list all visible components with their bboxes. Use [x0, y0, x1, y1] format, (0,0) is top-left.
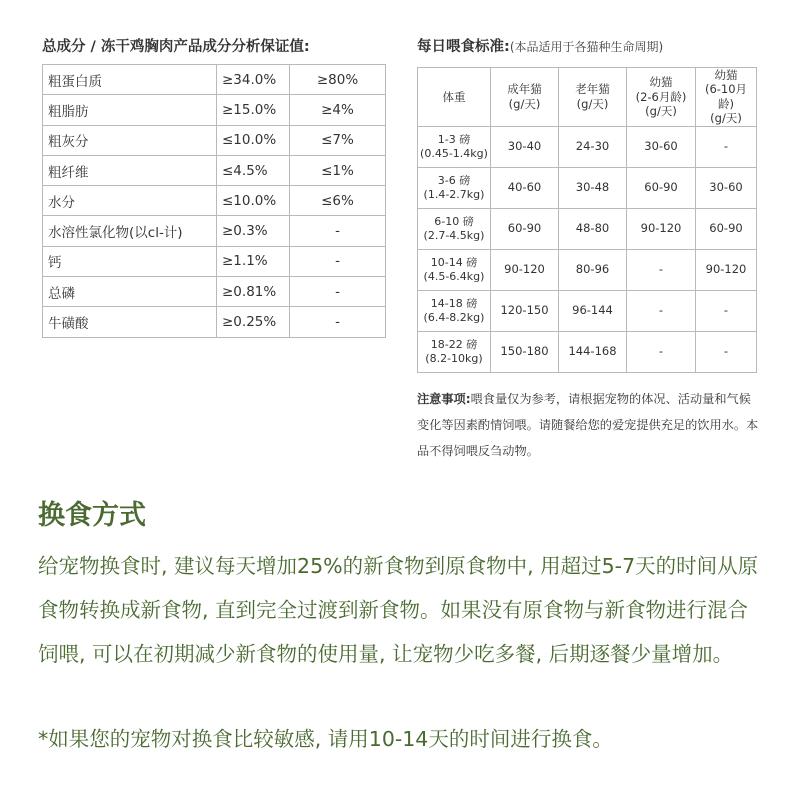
feeding-table: [417, 67, 757, 373]
feeding-weight-cell: [418, 249, 491, 290]
analysis-value: ≥15.0%: [217, 95, 290, 125]
feeding-amount-kitten-2-6: 90-120: [627, 208, 696, 249]
analysis-value: ≥0.81%: [217, 277, 290, 307]
analysis-nutrient: 水溶性氯化物(以cl-计): [43, 216, 217, 246]
analysis-row: [43, 125, 386, 155]
analysis-value: ≤10.0%: [217, 186, 290, 216]
feeding-subtitle: (本品适用于各猫种生命周期): [509, 40, 664, 54]
feeding-amount-adult: 30-40: [491, 126, 559, 167]
feeding-row: [418, 167, 757, 208]
analysis-value: ≤10.0%: [217, 125, 290, 155]
analysis-nutrient: 粗蛋白质: [43, 65, 217, 95]
analysis-nutrient: 粗纤维: [43, 155, 217, 185]
notes-text: 喂食量仅为参考，请根据宠物的体况、活动量和气候变化等因素酌情饲喂。请随餐给您的爱宠提供充足的饮用水。本品不得饲喂反刍动物。: [417, 392, 759, 458]
feeding-header-cell: [696, 68, 757, 127]
feeding-weight-kg: (8.2-10kg): [425, 351, 483, 365]
feeding-header-cell: [559, 68, 627, 127]
analysis-nutrient: 粗灰分: [43, 125, 217, 155]
analysis-table: [42, 64, 386, 338]
analysis-value: ≥34.0%: [217, 65, 290, 95]
feeding-amount-adult: 120-150: [491, 290, 559, 331]
analysis-value: ≥0.3%: [217, 216, 290, 246]
notes-label: 注意事项:: [417, 392, 471, 406]
feeding-weight-kg: (4.5-6.4kg): [423, 269, 485, 283]
analysis-nutrient: 钙: [43, 246, 217, 276]
feeding-header-line: 成年猫: [507, 82, 542, 97]
feeding-header-line: (g/天): [576, 96, 609, 111]
analysis-title: 总成分 / 冻干鸡胸肉产品成分分析保证值:: [42, 39, 310, 55]
analysis-row: [43, 95, 386, 125]
feeding-header-line: 老年猫: [575, 82, 610, 97]
analysis-extra: ≥4%: [290, 95, 386, 125]
feeding-weight-kg: (1.4-2.7kg): [423, 187, 485, 201]
analysis-value: ≥1.1%: [217, 246, 290, 276]
feeding-weight-cell: [418, 331, 491, 372]
feeding-header-line: (2-6月龄): [635, 89, 687, 104]
feeding-title: [417, 35, 663, 56]
feeding-header-line: (g/天): [508, 96, 541, 111]
feeding-row: [418, 290, 757, 331]
analysis-extra: -: [290, 216, 386, 246]
feeding-weight-lb: 18-22 磅: [430, 337, 478, 351]
transition-heading: 换食方式: [38, 500, 146, 531]
feeding-title-text: 每日喂食标准:: [417, 39, 510, 55]
feeding-amount-kitten-6-10: -: [696, 126, 757, 167]
analysis-row: [43, 277, 386, 307]
analysis-extra: ≤7%: [290, 125, 386, 155]
feeding-header-cell: [491, 68, 559, 127]
feeding-amount-kitten-6-10: -: [696, 290, 757, 331]
feeding-row: [418, 331, 757, 372]
feeding-amount-senior: 24-30: [559, 126, 627, 167]
analysis-extra: ≤1%: [290, 155, 386, 185]
feeding-amount-adult: 40-60: [491, 167, 559, 208]
analysis-row: [43, 155, 386, 185]
feeding-amount-adult: 150-180: [491, 331, 559, 372]
analysis-row: [43, 65, 386, 95]
feeding-row: [418, 208, 757, 249]
feeding-row: [418, 249, 757, 290]
feeding-amount-senior: 80-96: [559, 249, 627, 290]
feeding-weight-kg: (0.45-1.4kg): [420, 146, 488, 160]
feeding-weight-lb: 14-18 磅: [430, 296, 478, 310]
feeding-amount-kitten-6-10: 60-90: [696, 208, 757, 249]
feeding-amount-senior: 30-48: [559, 167, 627, 208]
feeding-weight-cell: [418, 167, 491, 208]
feeding-amount-senior: 48-80: [559, 208, 627, 249]
feeding-amount-adult: 90-120: [491, 249, 559, 290]
transition-note: *如果您的宠物对换食比较敏感, 请用10-14天的时间进行换食。: [38, 727, 613, 751]
feeding-weight-lb: 6-10 磅: [434, 214, 474, 228]
feeding-weight-lb: 3-6 磅: [437, 173, 471, 187]
analysis-extra: -: [290, 307, 386, 337]
feeding-header-line: (g/天): [645, 103, 677, 118]
transition-paragraph: 给宠物换食时, 建议每天增加25%的新食物到原食物中, 用超过5-7天的时间从原食物转换成新食物, 直到完全过渡到新食物。如果没有原食物与新食物进行混合饲喂, 可以在初期减少新食物的使用量, 让宠物少吃多餐, 后期逐餐少量增加。: [38, 554, 759, 666]
feeding-weight-kg: (6.4-8.2kg): [423, 310, 485, 324]
analysis-row: [43, 186, 386, 216]
feeding-header-cell: [627, 68, 696, 127]
analysis-row: [43, 216, 386, 246]
analysis-extra: -: [290, 277, 386, 307]
feeding-weight-lb: 10-14 磅: [430, 255, 478, 269]
feeding-amount-senior: 144-168: [559, 331, 627, 372]
analysis-nutrient: 水分: [43, 186, 217, 216]
feeding-header-line: (6-10月龄): [704, 82, 748, 111]
feeding-header-line: 幼猫: [649, 75, 673, 90]
feeding-weight-lb: 1-3 磅: [437, 132, 471, 146]
analysis-nutrient: 牛磺酸: [43, 307, 217, 337]
feeding-amount-kitten-2-6: -: [627, 290, 696, 331]
analysis-nutrient: 总磷: [43, 277, 217, 307]
feeding-amount-senior: 96-144: [559, 290, 627, 331]
feeding-weight-cell: [418, 290, 491, 331]
feeding-weight-cell: [418, 208, 491, 249]
feeding-notes: [417, 386, 762, 464]
feeding-amount-kitten-6-10: 30-60: [696, 167, 757, 208]
analysis-extra: ≤6%: [290, 186, 386, 216]
feeding-amount-kitten-2-6: 30-60: [627, 126, 696, 167]
feeding-amount-adult: 60-90: [491, 208, 559, 249]
feeding-header-line: 体重: [442, 89, 466, 104]
feeding-amount-kitten-2-6: -: [627, 249, 696, 290]
analysis-extra: -: [290, 246, 386, 276]
feeding-amount-kitten-6-10: 90-120: [696, 249, 757, 290]
feeding-weight-kg: (2.7-4.5kg): [423, 228, 485, 242]
feeding-amount-kitten-2-6: -: [627, 331, 696, 372]
analysis-row: [43, 307, 386, 337]
analysis-nutrient: 粗脂肪: [43, 95, 217, 125]
feeding-amount-kitten-2-6: 60-90: [627, 167, 696, 208]
feeding-header-line: 幼猫: [714, 68, 738, 82]
feeding-amount-kitten-6-10: -: [696, 331, 757, 372]
analysis-row: [43, 246, 386, 276]
feeding-header-cell: [418, 68, 491, 127]
analysis-value: ≥0.25%: [217, 307, 290, 337]
analysis-extra: ≥80%: [290, 65, 386, 95]
feeding-weight-cell: [418, 126, 491, 167]
feeding-header-line: (g/天): [710, 111, 742, 126]
feeding-row: [418, 126, 757, 167]
analysis-value: ≤4.5%: [217, 155, 290, 185]
